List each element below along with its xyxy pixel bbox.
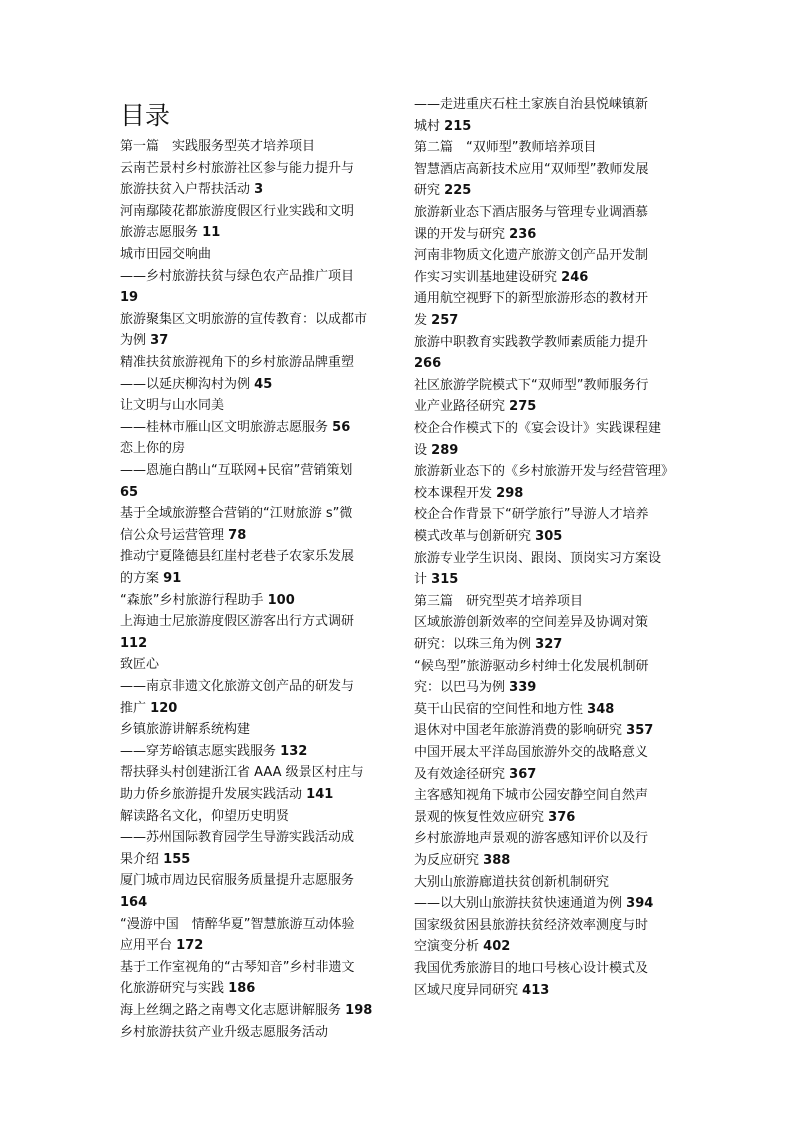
toc-entry-text: 校本课程开发 [414, 485, 493, 501]
toc-entry-text: 上海迪士尼旅游度假区游客出行方式调研 [120, 614, 355, 630]
toc-page-number: 315 [431, 572, 459, 588]
toc-page-number: 348 [587, 701, 615, 717]
toc-line [120, 634, 147, 654]
toc-entry-text: 旅游扶贫入户帮扶活动 [120, 182, 251, 198]
toc-page-number: 112 [120, 635, 148, 651]
toc-line [414, 808, 575, 828]
toc-line [414, 678, 536, 698]
toc-line [120, 828, 354, 848]
toc-page-number: 327 [535, 637, 563, 652]
toc-line [120, 375, 272, 395]
toc-line [414, 700, 614, 720]
page-title: 目录 [120, 101, 171, 130]
toc-page-number: 402 [483, 939, 511, 955]
toc-line [414, 160, 648, 180]
toc-entry-text: 社区旅游学院模式下“双师型”教师服务行 [414, 377, 649, 393]
toc-line [120, 612, 354, 632]
toc-page-number: 100 [267, 592, 295, 608]
toc-line [414, 851, 510, 871]
toc-entry-text: 推动宁夏隆德县红崖村老巷子农家乐发展 [120, 549, 355, 565]
toc-entry-text: ——南京非遗文化旅游文创产品的研发与 [120, 679, 355, 694]
toc-page-number: 339 [509, 680, 537, 696]
toc-line [120, 547, 354, 567]
toc-entry-text: 旅游专业学生识岗、跟岗、顶岗实习方案设 [414, 550, 662, 566]
toc-line [414, 505, 648, 525]
toc-entry-text: 区域尺度异同研究 [414, 982, 519, 998]
toc-entry-text: 第一篇 实践服务型英才培养项目 [120, 139, 316, 154]
toc-entry-text: 旅游志愿服务 [120, 225, 199, 241]
toc-line [120, 893, 147, 913]
toc-line [120, 958, 354, 978]
toc-entry-text: “漫游中国 情醉华夏”智慧旅游互动体验 [120, 916, 355, 932]
toc-entry-text: 第三篇 研究型英才培养项目 [414, 593, 584, 609]
toc-entry-text: 校企合作模式下的《宴会设计》实践课程建 [414, 421, 662, 436]
toc-entry-text: 通用航空视野下的新型旅游形态的教材开 [414, 291, 649, 307]
toc-line [414, 786, 648, 806]
toc-line [120, 288, 138, 308]
toc-entry-text: 课的开发与研究 [414, 226, 506, 242]
toc-entry-text: 城市田园交响曲 [120, 247, 212, 262]
toc-entry-text: 发 [414, 313, 428, 328]
toc-entry-text: 及有效途径研究 [414, 766, 506, 782]
toc-line [414, 916, 648, 936]
toc-entry-text: 旅游中职教育实践教学教师素质能力提升 [414, 334, 649, 350]
toc-page-number: 132 [280, 743, 308, 759]
toc-line [414, 441, 458, 461]
toc-line [414, 549, 661, 569]
toc-line [120, 439, 185, 459]
toc-line [120, 915, 354, 935]
toc-line [414, 527, 562, 547]
toc-entry-text: 信公众号运营管理 [120, 527, 225, 543]
toc-line [414, 592, 583, 612]
toc-entry-text: “森旅”乡村旅游行程助手 [120, 592, 264, 608]
toc-line [414, 765, 536, 785]
toc-line [414, 462, 674, 482]
toc-line [414, 721, 653, 741]
toc-entry-text: 区域旅游创新效率的空间差异及协调对策 [414, 615, 649, 631]
toc-page-number: 376 [548, 809, 576, 825]
toc-page-number: 198 [345, 1003, 373, 1018]
toc-line [120, 331, 168, 351]
toc-page-number: 3 [254, 182, 264, 198]
toc-entry-text: ——以延庆柳沟村为例 [120, 376, 251, 392]
toc-line [414, 484, 523, 504]
toc-page-number: 19 [120, 290, 139, 306]
toc-entry-text: 河南鄢陵花都旅游度假区行业实践和文明 [120, 203, 355, 219]
toc-entry-text: 解读路名文化，仰望历史明贤 [120, 808, 290, 824]
toc-line [414, 225, 536, 245]
toc-line [120, 483, 138, 503]
toc-entry-text: 让文明与山水同美 [120, 398, 225, 414]
toc-entry-text: 乡镇旅游讲解系统构建 [120, 722, 251, 738]
toc-entry-text: 莫干山民宿的空间性和地方性 [414, 701, 584, 717]
toc-entry-text: 作实习实训基地建设研究 [414, 269, 558, 285]
toc-page-number: 65 [120, 484, 139, 500]
toc-entry-text: 城村 [414, 118, 441, 134]
toc-line [414, 203, 648, 223]
toc-line [120, 569, 181, 589]
toc-line [120, 785, 333, 805]
toc-line [120, 526, 246, 546]
toc-line [414, 181, 471, 201]
toc-page-number: 394 [626, 896, 654, 912]
toc-page-number: 91 [163, 571, 182, 586]
toc-line [414, 873, 609, 893]
toc-page-number: 141 [306, 787, 334, 802]
toc-page-number: 56 [332, 419, 351, 435]
toc-line [120, 223, 220, 243]
toc-page-number: 37 [150, 333, 169, 349]
toc-line [120, 807, 289, 827]
toc-entry-text: ——恩施白鹊山“互联网+民宿”营销策划 [120, 463, 353, 478]
toc-entry-text: 业产业路径研究 [414, 399, 506, 415]
toc-entry-text: 精准扶贫旅游视角下的乡村旅游品牌重塑 [120, 355, 355, 370]
toc-line [120, 871, 354, 891]
toc-entry-text: 旅游聚集区文明旅游的宣传教育：以成都市 [120, 311, 368, 327]
toc-entry-text: 云南芒景村乡村旅游社区参与能力提升与 [120, 160, 355, 176]
toc-entry-text: 河南非物质文化遗产旅游文创产品开发制 [414, 248, 649, 264]
toc-page-number: 45 [254, 376, 273, 392]
toc-line [120, 396, 224, 416]
toc-line [120, 180, 263, 200]
toc-page-number: 257 [431, 313, 459, 328]
toc-entry-text: ——走进重庆石柱土家族自治县悦崃镇新 [414, 97, 649, 112]
toc-page-number: 186 [228, 981, 256, 997]
toc-line [120, 742, 307, 762]
toc-line [414, 138, 596, 158]
toc-line [120, 699, 177, 719]
toc-line [120, 591, 295, 611]
toc-line [414, 246, 648, 266]
toc-entry-text: 旅游新业态下的《乡村旅游开发与经营管理》 [414, 464, 675, 480]
toc-entry-text: 厦门城市周边民宿服务质量提升志愿服务 [120, 873, 355, 889]
toc-entry-text: 基于全域旅游整合营销的“江财旅游 s”微 [120, 506, 353, 522]
toc-line [414, 333, 648, 353]
toc-entry-text: 模式改革与创新研究 [414, 529, 532, 544]
toc-entry-text: 致匠心 [120, 657, 160, 673]
toc-page-number: 225 [444, 183, 472, 199]
toc-line [120, 1023, 328, 1043]
toc-line [414, 894, 653, 914]
toc-line [120, 720, 250, 740]
toc-entry-text: 乡村旅游扶贫产业升级志愿服务活动 [120, 1024, 329, 1040]
toc-line [414, 657, 648, 677]
toc-line [414, 937, 510, 957]
toc-entry-text: 帮扶驿头村创建浙江省 AAA 级景区村庄与 [120, 765, 364, 781]
toc-page-number: 164 [120, 895, 148, 910]
toc-entry-text: 应用平台 [120, 938, 173, 954]
toc-entry-text: 空演变分析 [414, 939, 480, 955]
toc-line [414, 613, 648, 633]
toc-entry-text: 中国开展太平洋岛国旅游外交的战略意义 [414, 745, 649, 760]
toc-entry-text: 研究：以珠三角为例 [414, 637, 532, 652]
toc-entry-text: “候鸟型”旅游驱动乡村绅士化发展机制研 [414, 658, 649, 674]
toc-entry-text: 的方案 [120, 571, 160, 586]
toc-line [120, 763, 364, 783]
toc-line [120, 504, 352, 524]
toc-entry-text: ——乡村旅游扶贫与绿色农产品推广项目 [120, 268, 355, 284]
toc-entry-text: 恋上你的房 [120, 441, 186, 457]
toc-page-number: 357 [626, 723, 654, 739]
toc-line [414, 289, 648, 309]
toc-entry-text: 基于工作室视角的“古琴知音”乡村非遗文 [120, 959, 355, 975]
toc-page-number: 78 [228, 527, 247, 543]
toc-page-number: 413 [522, 982, 550, 998]
toc-line [120, 655, 159, 675]
toc-entry-text: 究：以巴马为例 [414, 680, 506, 696]
toc-line [414, 376, 648, 396]
toc-page-number: 388 [483, 853, 511, 868]
toc-page-number: 11 [202, 225, 221, 241]
toc-page-number: 246 [561, 269, 589, 285]
toc-entry-text: 旅游新业态下酒店服务与管理专业调酒慕 [414, 205, 649, 220]
toc-entry-text: 大别山旅游廊道扶贫创新机制研究 [414, 874, 610, 890]
toc-line [414, 829, 648, 849]
toc-line [120, 461, 352, 481]
toc-line [120, 850, 190, 870]
toc-entry-text: 景观的恢复性效应研究 [414, 809, 545, 825]
toc-entry-text: 助力侨乡旅游提升发展实践活动 [120, 787, 303, 802]
toc-line [120, 159, 354, 179]
toc-line [120, 418, 350, 438]
toc-entry-text: 研究 [414, 183, 441, 199]
toc-line [414, 635, 562, 655]
toc-line [120, 137, 315, 157]
toc-entry-text: 乡村旅游地声景观的游客感知评价以及行 [414, 831, 649, 847]
toc-entry-text: 为例 [120, 333, 147, 349]
toc-entry-text: ——苏州国际教育园学生导游实践活动成 [120, 830, 355, 846]
toc-entry-text: 智慧酒店高新技术应用“双师型”教师发展 [414, 161, 649, 177]
toc-line [120, 202, 354, 222]
toc-entry-text: ——穿芳峪镇志愿实践服务 [120, 743, 277, 759]
toc-page-number: 289 [431, 442, 459, 458]
toc-line [414, 311, 458, 331]
toc-line [120, 267, 354, 287]
toc-entry-text: 为反应研究 [414, 853, 480, 868]
toc-page-number: 275 [509, 399, 537, 415]
toc-entry-text: 主客感知视角下城市公园安静空间自然声 [414, 788, 649, 804]
toc-entry-text: ——桂林市雁山区文明旅游志愿服务 [120, 419, 329, 435]
toc-page-number: 305 [535, 529, 563, 544]
toc-line [120, 353, 354, 373]
toc-line [414, 117, 471, 137]
toc-page-number: 266 [414, 356, 442, 372]
toc-entry-text: 计 [414, 572, 428, 588]
toc-line [120, 1001, 372, 1021]
toc-entry-text: 第二篇 “双师型”教师培养项目 [414, 140, 597, 156]
toc-line [414, 354, 441, 374]
toc-line [414, 397, 536, 417]
toc-entry-text: 海上丝绸之路之南粤文化志愿讲解服务 [120, 1003, 342, 1018]
toc-line [414, 959, 648, 979]
toc-page-number: 298 [496, 485, 524, 501]
toc-line [414, 981, 549, 1001]
toc-line [120, 979, 255, 999]
toc-line [120, 245, 211, 265]
toc-entry-text: 设 [414, 442, 428, 458]
toc-entry-text: 我国优秀旅游目的地口号核心设计模式及 [414, 961, 649, 976]
toc-page-number: 120 [150, 700, 178, 716]
toc-entry-text: 退休对中国老年旅游消费的影响研究 [414, 723, 623, 739]
toc-line [120, 677, 354, 697]
toc-page-number: 367 [509, 766, 537, 782]
toc-entry-text: 国家级贫困县旅游扶贫经济效率测度与时 [414, 917, 649, 933]
toc-line [414, 743, 648, 763]
toc-page-number: 236 [509, 226, 537, 242]
toc-line [414, 268, 588, 288]
toc-page-number: 215 [444, 118, 472, 134]
toc-entry-text: 果介绍 [120, 851, 160, 867]
toc-line [120, 936, 203, 956]
toc-page-number: 172 [176, 938, 204, 954]
toc-entry-text: 校企合作背景下“研学旅行”导游人才培养 [414, 507, 649, 523]
toc-page-number: 155 [163, 851, 191, 867]
toc-line [414, 419, 661, 439]
toc-line [414, 570, 458, 590]
toc-entry-text: 推广 [120, 700, 147, 716]
toc-entry-text: ——以大别山旅游扶贫快速通道为例 [414, 896, 623, 912]
toc-entry-text: 化旅游研究与实践 [120, 981, 225, 997]
toc-line [120, 310, 367, 330]
toc-line [414, 95, 648, 115]
